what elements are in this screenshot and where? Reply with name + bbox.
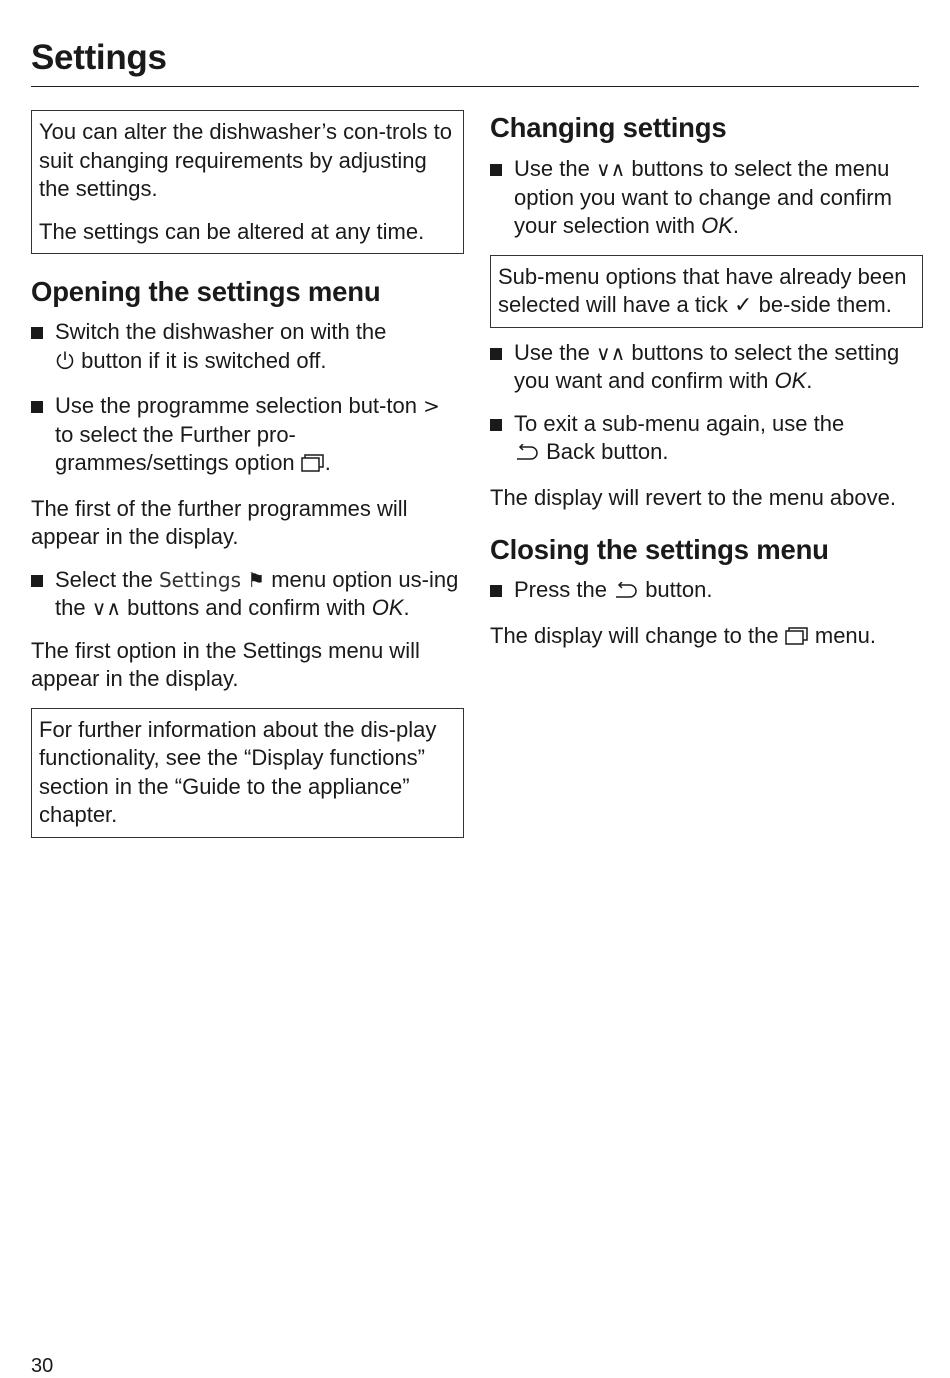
changing-heading: Changing settings bbox=[490, 112, 727, 143]
ok-label: OK bbox=[774, 368, 807, 393]
closing-step-1 bbox=[490, 576, 923, 608]
power-icon bbox=[55, 350, 75, 379]
opening-paragraph-1: The first of the further programmes will appear in the display. bbox=[31, 495, 408, 549]
submenu-note-text bbox=[498, 263, 912, 320]
step-text: Switch the dishwasher on with the bbox=[55, 319, 387, 344]
further-programmes-icon bbox=[301, 452, 325, 481]
bullet-square-icon bbox=[490, 585, 502, 597]
closing-paragraph bbox=[490, 622, 923, 654]
intro-note-text-2: The settings can be altered at any time. bbox=[39, 218, 425, 244]
step-text: buttons and confirm with bbox=[127, 595, 366, 620]
page-title: Settings bbox=[31, 38, 167, 77]
step-text: Select the bbox=[55, 566, 153, 592]
step-text: button. bbox=[645, 577, 713, 602]
down-up-arrows-icon: ∨∧ bbox=[595, 340, 626, 365]
note-text: Sub-menu options that have already been selected will have a tick bbox=[498, 263, 907, 317]
further-programmes-icon bbox=[785, 625, 809, 654]
right-column bbox=[490, 110, 923, 653]
paragraph-text: The display will change to the bbox=[490, 622, 779, 648]
bullet-square-icon bbox=[490, 164, 502, 176]
step-text: . bbox=[806, 368, 813, 393]
opening-step-2 bbox=[31, 392, 464, 481]
down-up-arrows-icon: ∨∧ bbox=[595, 157, 626, 181]
back-arrow-icon bbox=[613, 579, 639, 608]
bullet-square-icon bbox=[31, 401, 43, 413]
ok-label: OK bbox=[701, 213, 733, 238]
title-divider bbox=[31, 86, 919, 87]
info-note-box bbox=[31, 708, 464, 838]
down-up-arrows-icon: ∨∧ bbox=[91, 596, 121, 620]
flag-icon: ⚑ bbox=[247, 567, 266, 592]
tick-icon: ✓ bbox=[734, 292, 753, 317]
back-arrow-icon bbox=[514, 441, 540, 470]
step-text: Use the bbox=[514, 156, 590, 181]
step-text: Use the programme selection but-ton bbox=[55, 393, 417, 418]
left-column bbox=[31, 110, 464, 838]
info-note-text: For further information about the dis-play functionality, see the “Display functions” section in the “Guide to the appliance” chapter. bbox=[39, 716, 437, 827]
step-text: Back button. bbox=[546, 439, 669, 464]
opening-step-3 bbox=[31, 566, 464, 623]
bullet-square-icon bbox=[490, 348, 502, 360]
changing-paragraph: The display will revert to the menu above. bbox=[490, 484, 896, 510]
step-text: Use the bbox=[514, 339, 590, 365]
closing-heading: Closing the settings menu bbox=[490, 534, 829, 565]
changing-step-3 bbox=[490, 410, 923, 470]
note-text: be-side them. bbox=[758, 292, 892, 317]
intro-note-text-1: You can alter the dishwasher’s con-trols to suit changing requirements by adjusting the settings. bbox=[39, 119, 452, 201]
paragraph-text: menu. bbox=[814, 622, 877, 648]
bullet-square-icon bbox=[31, 327, 43, 339]
step-text: buttons to select the menu option you want to change and confirm your selection with bbox=[514, 156, 892, 238]
step-text: buttons to select the setting you want and confirm with bbox=[514, 339, 900, 393]
step-text: to select the Further pro-grammes/settings option bbox=[55, 421, 296, 475]
step-text: button if it is switched off. bbox=[81, 347, 327, 373]
step-text: . bbox=[324, 450, 331, 475]
intro-note-box bbox=[31, 110, 464, 254]
changing-step-2 bbox=[490, 339, 923, 396]
submenu-note-box bbox=[490, 255, 923, 328]
settings-display-label: Settings bbox=[158, 567, 241, 592]
page-number: 30 bbox=[31, 1355, 54, 1377]
step-text: . bbox=[732, 213, 740, 238]
step-text: Press the bbox=[514, 577, 607, 602]
bullet-square-icon bbox=[490, 419, 502, 431]
bullet-square-icon bbox=[31, 575, 43, 587]
ok-label: OK bbox=[371, 595, 404, 620]
next-arrow-icon: > bbox=[423, 394, 440, 418]
changing-step-1 bbox=[490, 155, 923, 241]
opening-step-1 bbox=[31, 318, 464, 378]
step-text: menu option us-ing the bbox=[55, 566, 459, 620]
step-text: . bbox=[403, 595, 410, 620]
opening-heading: Opening the settings menu bbox=[31, 276, 381, 307]
opening-paragraph-2: The first option in the Settings menu will appear in the display. bbox=[31, 637, 420, 691]
step-text: To exit a sub-menu again, use the bbox=[514, 410, 845, 436]
